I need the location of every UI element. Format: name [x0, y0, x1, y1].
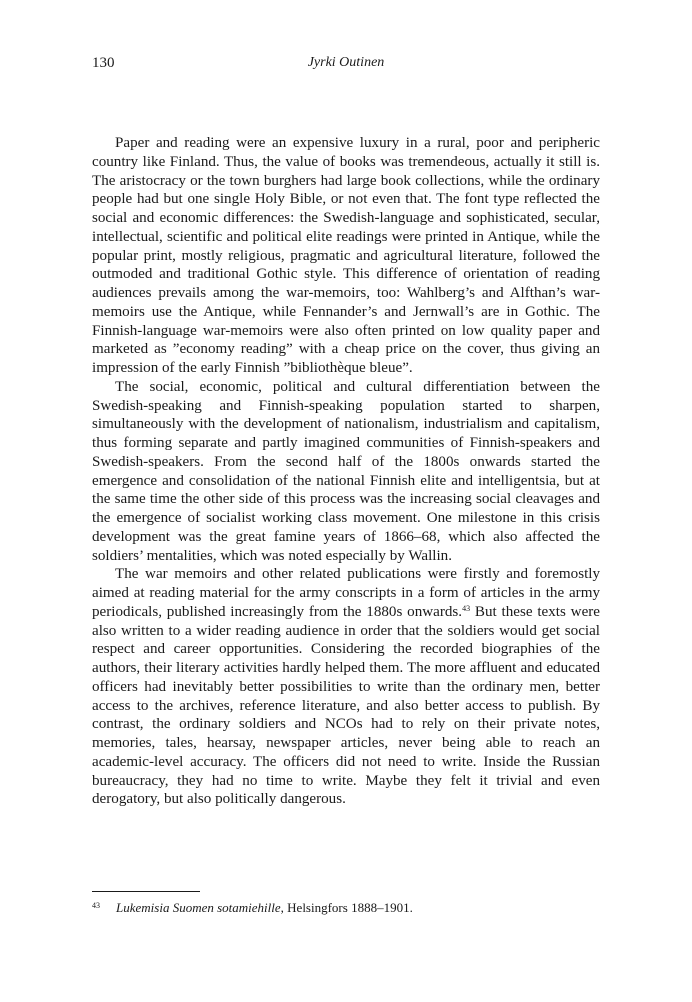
paragraph-3-text-a: The war memoirs and other related publications were firstly and foremostly aimed at reading material for the army conscripts in a form of articles in the army periodicals, published increasingly from the 1880s onwards.: [92, 566, 600, 620]
footnote-divider: [92, 891, 200, 892]
running-head: [92, 53, 600, 73]
footnote-reference[interactable]: 43: [462, 603, 471, 613]
paragraph-3: [92, 565, 600, 809]
paragraph-3-text-b: But these texts were also written to a wider reading audience in order that the soldiers would get social respect and career opportunities. Considering the recorded biographies of the authors, their literary activities hardly helped them. The more affluent and educated officers had inevitably better possibilities to write than the ordinary men, better access to the archives, reference literature, and also better access to publish. By contrast, the ordinary soldiers and NCOs had to rely on their private notes, memories, tales, hearsay, newspaper articles, never being able to reach an academic-level accuracy. The officers did not need to write. Inside the Russian bureaucracy, they had no time to write. Maybe they felt it trivial and even derogatory, but also politically dangerous.: [92, 603, 600, 808]
body-text: [92, 134, 600, 809]
page-number: 130: [92, 55, 115, 71]
footnote-title: Lukemisia Suomen sotamiehille: [116, 900, 281, 915]
paragraph-1: Paper and reading were an expensive luxury in a rural, poor and peripheric country like Finland. Thus, the value of books was tremendeous, actually it still is. The aristocracy or the town burghers had large book collections, while the ordinary people had but one single Holy Bible, or not even that. The font type reflected the social and economic differences: the Swedish-language and sophisticated, secular, intellectual, scientific and political elite readings were printed in Antique, while the popular print, mostly religious, pragmatic and agricultural literature, followed the outmoded and traditional Gothic style. This difference of orientation of reading audiences prevails among the war-memoirs, too: Wahlberg’s and Alfthan’s war-memoirs use the Antique, while Fennander’s and Jernwall’s are in Gothic. The Finnish-language war-memoirs were also often printed on low quality paper and marketed as ”economy reading” with a cheap price on the cover, thus giving an impression of the early Finnish ”bibliothèque bleue”.: [92, 135, 600, 376]
footnote-rest: , Helsingfors 1888–1901.: [280, 900, 413, 915]
footnote: 43 Lukemisia Suomen sotamiehille, Helsingfors 1888–1901.: [92, 900, 413, 915]
paragraph-2: The social, economic, political and cultural differentiation between the Swedish-speaking and Finnish-speaking population started to sharpen, simultaneously with the development of nationalism, industrialism and capitalism, thus forming separate and partly imagined communities of Finnish-speakers and Swedish-speakers. From the second half of the 1800s onwards started the emergence and consolidation of the national Finnish elite and intelligentsia, but at the same time the other side of this process was the increasing social cleavages and the emergence of socialist working class movement. One milestone in this crisis development was the great famine years of 1866–68, which also affected the soldiers’ mentalities, which was noted especially by Wallin.: [92, 378, 600, 564]
running-title: Jyrki Outinen: [307, 55, 385, 70]
